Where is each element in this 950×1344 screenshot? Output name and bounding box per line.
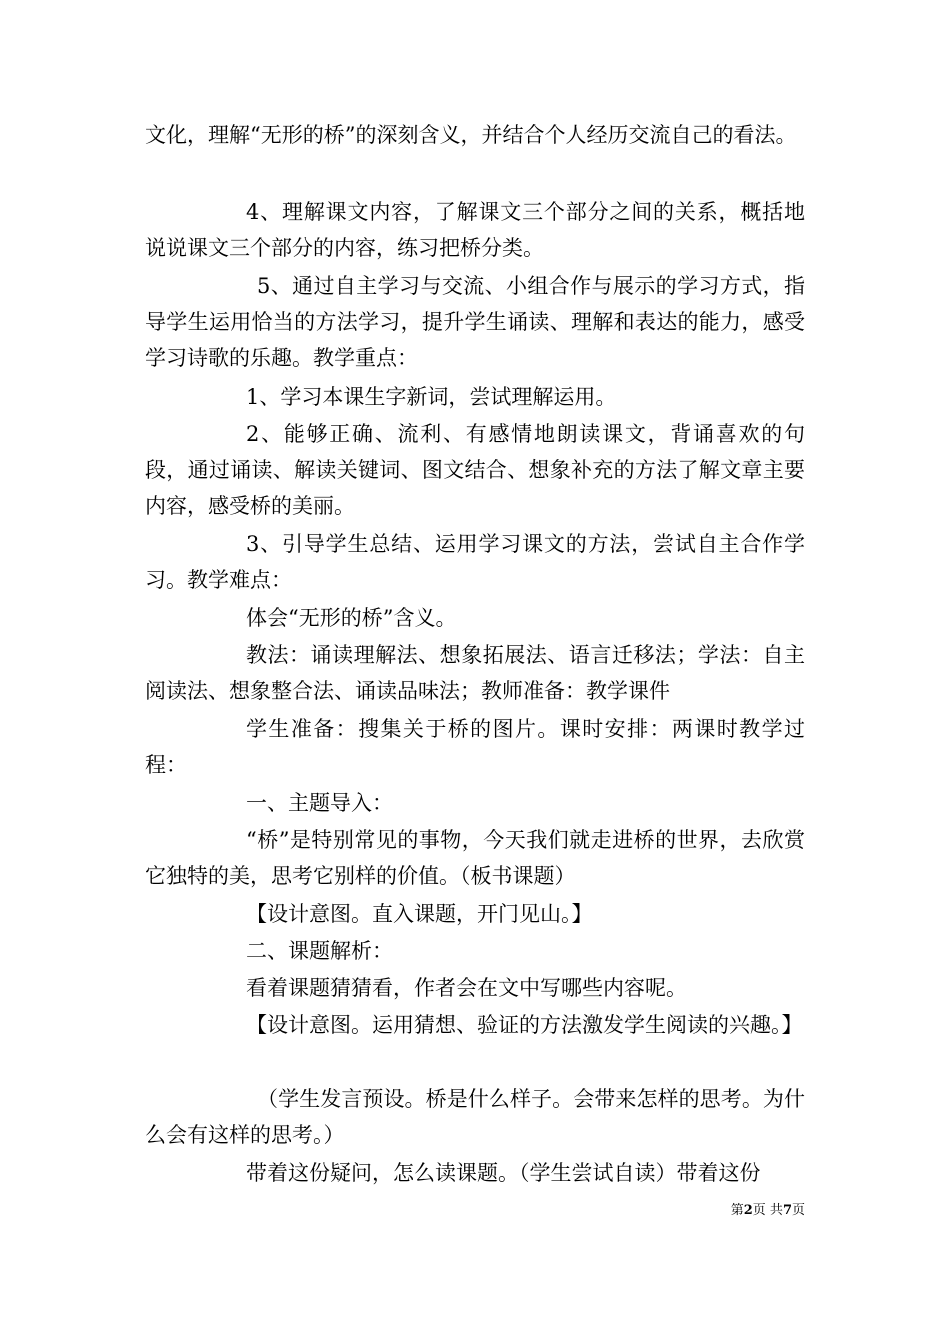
paragraph-difficulty: 体会“无形的桥”含义。 — [246, 606, 457, 630]
paragraph-student-answers: （学生发言预设。桥是什么样子。会带来怎样的思考。为什么会有这样的思考。） — [145, 1087, 805, 1147]
paragraph-methods: 教法：诵读理解法、想象拓展法、语言迁移法；学法：自主阅读法、想象整合法、诵读品味法；教师准备：教学课件 — [145, 643, 805, 703]
heading-title-analysis: 二、课题解析： — [246, 939, 393, 963]
paragraph-objective-4: 4、理解课文内容，了解课文三个部分之间的关系，概括地说说课文三个部分的内容，练习把桥分类。 — [145, 200, 805, 260]
footer-prefix: 第 — [730, 1203, 744, 1218]
paragraph-culture-meaning: 文化，理解“无形的桥”的深刻含义，并结合个人经历交流自己的看法。 — [145, 123, 797, 147]
footer-suffix: 页 — [791, 1203, 805, 1218]
paragraph-objective-5: 5、通过自主学习与交流、小组合作与展示的学习方式，指导学生运用恰当的方法学习，提升学生诵读、理解和表达的能力，感受学习诗歌的乐趣。教学重点： — [145, 274, 805, 370]
paragraph-design-intent-1: 【设计意图。直入课题，开门见山。】 — [246, 902, 593, 926]
paragraph-design-intent-2: 【设计意图。运用猜想、验证的方法激发学生阅读的兴趣。】 — [246, 1013, 803, 1037]
paragraph-key-point-1: 1、学习本课生字新词，尝试理解运用。 — [246, 385, 617, 409]
footer-current-page: 2 — [743, 1203, 753, 1218]
paragraph-key-point-3: 3、引导学生总结、运用学习课文的方法，尝试自主合作学习。教学难点： — [145, 532, 805, 592]
footer-middle: 页 共 — [752, 1203, 783, 1218]
paragraph-guess-content: 看着课题猜猜看，作者会在文中写哪些内容呢。 — [246, 976, 687, 1000]
heading-theme-intro: 一、主题导入： — [246, 791, 393, 815]
paragraph-bridge-intro: “桥”是特别常见的事物，今天我们就走进桥的世界，去欣赏它独特的美，思考它别样的价值。（板书课题） — [145, 828, 805, 888]
paragraph-student-prep: 学生准备：搜集关于桥的图片。课时安排：两课时教学过程： — [145, 717, 805, 777]
paragraph-key-point-2: 2、能够正确、流利、有感情地朗读课文，背诵喜欢的句段，通过诵读、解读关键词、图文结合、想象补充的方法了解文章主要内容，感受桥的美丽。 — [145, 422, 805, 518]
paragraph-read-title: 带着这份疑问，怎么读课题。（学生尝试自读）带着这份 — [246, 1161, 761, 1185]
footer-total-pages: 7 — [782, 1203, 792, 1218]
page-number-footer — [0, 1202, 805, 1220]
